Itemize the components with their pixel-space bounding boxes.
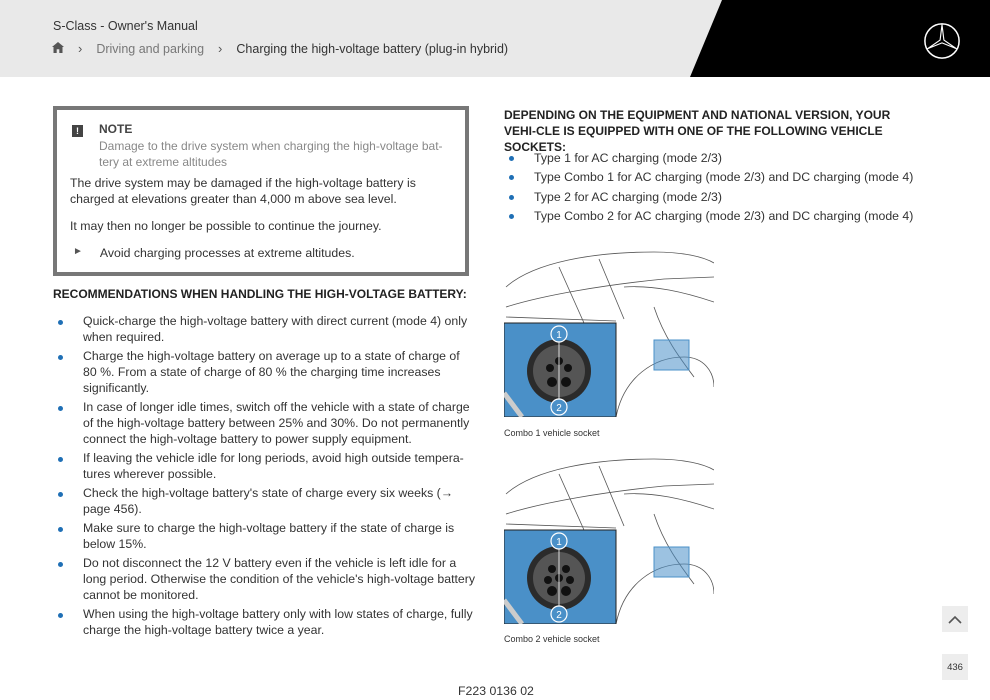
note-paragraph: The drive system may be damaged if the high-voltage battery is charged at elevations greater than 4,000 m above sea level. [70,176,416,206]
list-item: Type Combo 2 for AC charging (mode 2/3) and DC charging (mode 4) [508,207,913,226]
figure-code: F223 0136 02 [458,684,534,698]
chevron-right-icon: › [78,41,83,56]
list-item: In case of longer idle times, switch off the vehicle with a state of charge of the high-voltage battery between 25% and 30%. Do not permanently connect the high-voltage battery to power supply equipment. [57,400,475,447]
note-action [73,246,355,260]
note-box [53,106,469,276]
breadcrumb [52,41,508,56]
list-item: If leaving the vehicle idle for long periods, avoid high outside tempera-tures wherever possible. [57,451,475,483]
list-item: Type 2 for AC charging (mode 2/3) [508,188,913,207]
list-item: Quick-charge the high-voltage battery with direct current (mode 4) only when required. [57,314,475,346]
chevron-right-icon: › [218,41,223,56]
header-bar [0,0,990,77]
callout-2: 2 [556,610,562,621]
callout-1: 1 [556,537,562,548]
callout-2: 2 [556,403,562,414]
note-paragraph: It may then no longer be possible to continue the journey. [70,219,382,233]
note-action-text: Avoid charging processes at extreme altitudes. [99,246,355,260]
recommendations-heading: RECOMMENDATIONS WHEN HANDLING THE HIGH-VOLTAGE BATTERY: [53,287,467,301]
callout-1: 1 [556,330,562,341]
combo1-socket-illustration [504,247,714,417]
arrow-right-icon: ► [73,246,83,257]
recommendations-list [57,314,475,642]
figure-caption: Combo 1 vehicle socket [504,428,600,438]
list-item: Do not disconnect the 12 V battery even if the vehicle is left idle for a long period. Otherwise the condition of the vehicle's high-voltage battery cannot be monitored. [57,556,475,603]
list-item: When using the high-voltage battery only with low states of charge, fully charge the high-voltage battery twice a year. [57,607,475,639]
note-label: NOTE [99,122,133,136]
list-item: Type 1 for AC charging (mode 2/3) [508,149,913,168]
warning-icon: ! [72,125,83,137]
sockets-heading: DEPENDING ON THE EQUIPMENT AND NATIONAL VERSION, YOUR VEHI-CLE IS EQUIPPED WITH ONE OF THE FOLLOWING VEHICLE SOCKETS: [504,108,891,154]
list-item: Check the high-voltage battery's state of charge every six weeks (→ page 456). [57,486,475,518]
scroll-to-top-button[interactable] [942,606,968,632]
figure-caption: Combo 2 vehicle socket [504,634,600,644]
mercedes-star-logo[interactable] [923,22,961,60]
list-item: Charge the high-voltage battery on average up to a state of charge of 80 %. From a state of charge of 80 % the charging time increases significantly. [57,349,475,396]
list-item: Type Combo 1 for AC charging (mode 2/3) and DC charging (mode 4) [508,168,913,187]
chevron-up-icon [948,615,962,624]
combo2-socket-illustration [504,454,714,624]
manual-title: S-Class - Owner's Manual [53,19,198,33]
sockets-list [508,149,913,226]
breadcrumb-item-current: Charging the high-voltage battery (plug-in hybrid) [236,41,509,56]
breadcrumb-item-driving[interactable]: Driving and parking [96,41,205,56]
page-number: 436 [942,654,968,680]
list-item: Make sure to charge the high-voltage battery if the state of charge is below 15%. [57,521,475,553]
note-subtitle: Damage to the drive system when charging the high-voltage bat-tery at extreme altitudes [99,139,443,169]
home-icon[interactable] [52,42,64,56]
